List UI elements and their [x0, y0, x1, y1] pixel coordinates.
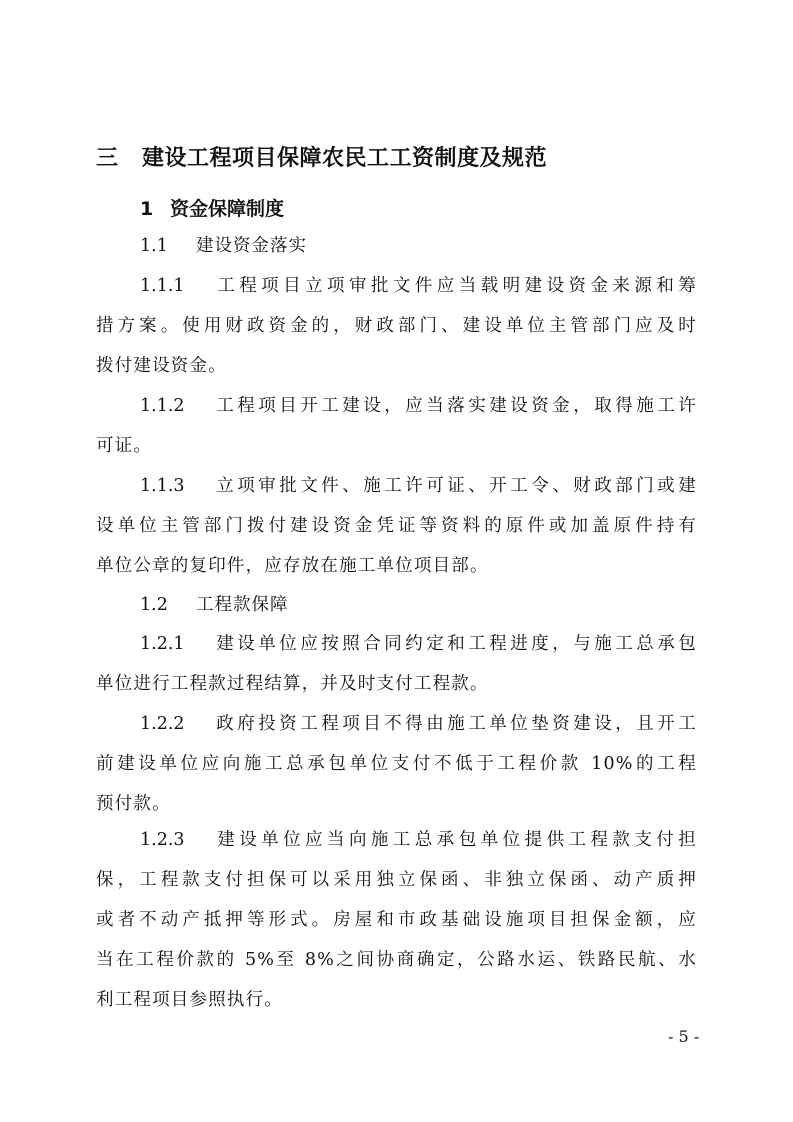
clause-line: 拨付建设资金。 [96, 356, 227, 376]
clause-line [96, 466, 697, 506]
page-number: - 5 - [668, 1027, 700, 1046]
chapter-number: 三 [96, 146, 119, 171]
clause-paragraph [96, 266, 697, 386]
clause-text: 工程项目开工建设，应当落实建设资金，取得施工许 [214, 396, 697, 416]
clause-text: 政府投资工程项目不得由施工单位垫资建设，且开工 [214, 714, 697, 734]
section-title: 资金保障制度 [170, 198, 285, 220]
clause-paragraph [96, 466, 697, 586]
clause-line: 前建设单位应向施工总承包单位支付不低于工程价款 10%的工程 [96, 754, 697, 774]
clause-line [96, 704, 697, 744]
clause-number: 1.2.3 [140, 830, 185, 850]
clause-paragraph [96, 386, 697, 466]
clause-paragraph [96, 820, 697, 1020]
subsection-number: 1.2 [140, 595, 168, 615]
clause-text: 建设单位应按照合同约定和工程进度，与施工总承包 [214, 634, 697, 654]
clause-paragraph [96, 704, 697, 824]
subsection-heading [140, 232, 307, 260]
clause-line [96, 266, 697, 306]
clause-line: 可证。 [96, 436, 153, 456]
subsection-title: 工程款保障 [196, 595, 289, 615]
clause-line [96, 386, 697, 426]
clause-line: 或者不动产抵押等形式。房屋和市政基础设施项目担保金额，应 [96, 910, 697, 930]
clause-text: 建设单位应当向施工总承包单位提供工程款支付担 [214, 830, 697, 850]
chapter-title: 建设工程项目保障农民工工资制度及规范 [142, 146, 548, 171]
clause-line: 单位公章的复印件，应存放在施工单位项目部。 [96, 556, 489, 576]
clause-paragraph [96, 624, 697, 704]
clause-line: 当在工程价款的 5%至 8%之间协商确定，公路水运、铁路民航、水 [96, 950, 697, 970]
subsection-heading [140, 591, 289, 619]
section-heading [140, 195, 284, 223]
clause-number: 1.2.1 [140, 634, 185, 654]
clause-text: 工程项目立项审批文件应当载明建设资金来源和筹 [214, 276, 697, 296]
subsection-title: 建设资金落实 [196, 236, 307, 256]
clause-number: 1.1.3 [140, 476, 185, 496]
subsection-number: 1.1 [140, 236, 168, 256]
section-number: 1 [140, 198, 154, 220]
clause-number: 1.1.1 [140, 276, 185, 296]
clause-number: 1.2.2 [140, 714, 185, 734]
clause-line [96, 820, 697, 860]
clause-line: 利工程项目参照执行。 [96, 990, 283, 1010]
clause-line: 预付款。 [96, 794, 171, 814]
chapter-heading [96, 144, 547, 174]
clause-line: 设单位主管部门拨付建设资金凭证等资料的原件或加盖原件持有 [96, 516, 697, 536]
clause-line [96, 624, 697, 664]
clause-number: 1.1.2 [140, 396, 185, 416]
clause-text: 立项审批文件、施工许可证、开工令、财政部门或建 [214, 476, 697, 496]
clause-line: 单位进行工程款过程结算，并及时支付工程款。 [96, 674, 489, 694]
clause-line: 保，工程款支付担保可以采用独立保函、非独立保函、动产质押 [96, 870, 697, 890]
clause-line: 措方案。使用财政资金的，财政部门、建设单位主管部门应及时 [96, 316, 697, 336]
